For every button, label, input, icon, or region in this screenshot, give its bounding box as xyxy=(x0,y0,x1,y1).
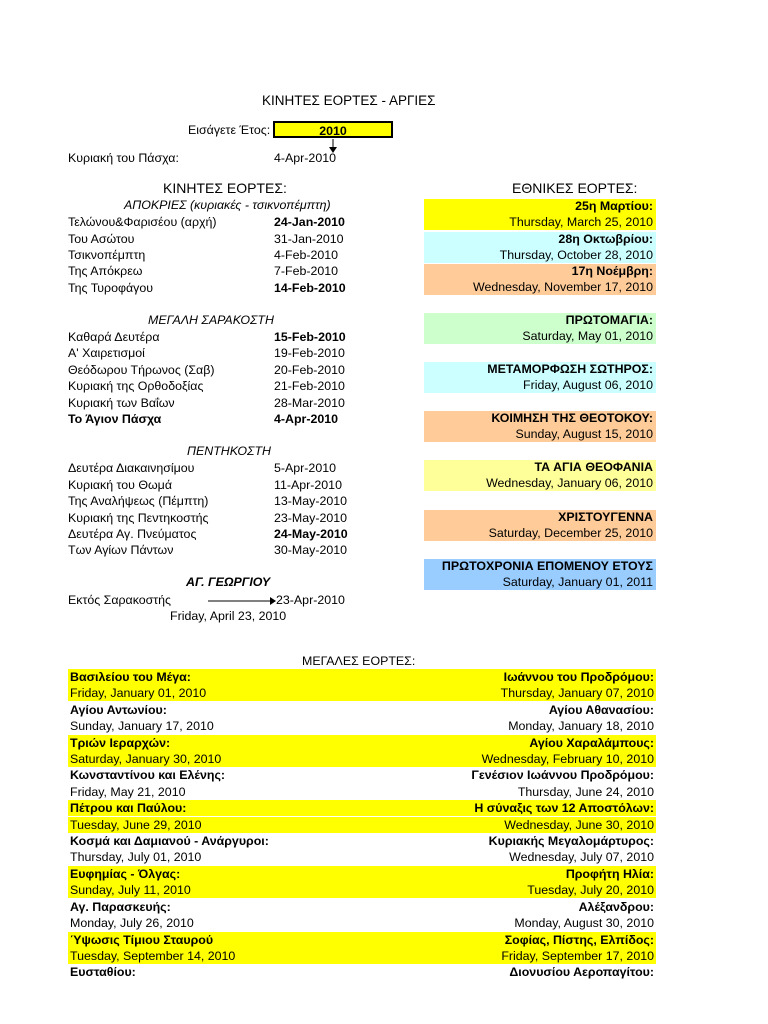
pentecost-header: ΠΕΝΤΗΚΟΣΤΗ xyxy=(187,444,271,458)
great-feasts-header: ΜΕΓΑΛΕΣ ΕΟΡΤΕΣ: xyxy=(302,654,416,668)
george-header: ΑΓ. ΓΕΩΡΓΙΟΥ xyxy=(186,575,271,589)
easter-label: Κυριακή του Πάσχα: xyxy=(68,151,179,165)
table-row: Sunday, January 17, 2010 Monday, January 18, 2010 xyxy=(70,719,654,733)
table-row: Αγίου Αντωνίου: Αγίου Αθανασίου: xyxy=(70,703,654,717)
holiday: ΧΡΙΣΤΟΥΓΕΝΝΑ Saturday, December 25, 2010 xyxy=(424,510,656,541)
easter-date: 4-Apr-2010 xyxy=(274,151,336,165)
george-date: 23-Apr-2010 xyxy=(276,593,345,607)
table-row: Τριών Ιεραρχών: Αγίου Χαραλάμπους: xyxy=(70,736,654,750)
list-item: Κυριακή του Θωμά 11-Apr-2010 xyxy=(68,478,342,492)
table-row: Friday, May 21, 2010 Thursday, June 24, 2010 xyxy=(70,785,654,799)
list-item: Της Αναλήψεως (Πέμπτη) 13-May-2010 xyxy=(68,494,348,508)
holiday: ΚΟΙΜΗΣΗ ΤΗΣ ΘΕΟΤΟΚΟΥ: Sunday, August 15, 2010 xyxy=(424,411,656,442)
table-row: Κοσμά και Δαμιανού - Ανάργυροι: Κυριακής Μεγαλομάρτυρος: xyxy=(70,834,654,848)
table-row: Tuesday, June 29, 2010 Wednesday, June 30, 2010 xyxy=(70,818,654,832)
list-item: Της Απόκρεω 7-Feb-2010 xyxy=(68,264,339,278)
list-item: Κυριακή των Βαΐων 28-Mar-2010 xyxy=(68,396,345,410)
holiday: ΤΑ ΑΓΙΑ ΘΕΟΦΑΝΙΑ Wednesday, January 06, 2010 xyxy=(424,460,656,491)
list-item: Της Τυροφάγου 14-Feb-2010 xyxy=(68,281,346,295)
year-input-label: Εισάγετε Έτος: xyxy=(188,123,271,137)
george-long-date: Friday, April 23, 2010 xyxy=(170,609,287,623)
arrow-right-icon xyxy=(208,596,276,606)
holiday: ΜΕΤΑΜΟΡΦΩΣΗ ΣΩΤΗΡΟΣ: Friday, August 06, 2010 xyxy=(424,362,656,393)
list-item: Το Άγιον Πάσχα 4-Apr-2010 xyxy=(68,412,339,426)
table-row: Sunday, July 11, 2010 Tuesday, July 20, 2010 xyxy=(70,883,654,897)
lent-header: ΜΕΓΑΛΗ ΣΑΡΑΚΟΣΤΗ xyxy=(148,313,274,327)
national-header: ΕΘΝΙΚΕΣ ΕΟΡΤΕΣ: xyxy=(512,180,638,196)
table-row: Saturday, January 30, 2010 Wednesday, February 10, 2010 xyxy=(70,752,654,766)
list-item: Τελώνου&Φαρισέου (αρχή) 24-Jan-2010 xyxy=(68,215,345,229)
table-row: Ευσταθίου: Διονυσίου Αεροπαγίτου: xyxy=(70,965,654,979)
table-row: Βασιλείου του Μέγα: Ιωάννου του Προδρόμου: xyxy=(70,670,654,684)
list-item: Του Ασώτου 31-Jan-2010 xyxy=(68,232,344,246)
national-holiday: 25η Μαρτίου: Thursday, March 25, 2010 xyxy=(424,199,656,230)
national-holiday: 28η Οκτωβρίου: Thursday, October 28, 2010 xyxy=(424,232,656,263)
list-item: Θεόδωρου Τήρωνος (Σαβ) 20-Feb-2010 xyxy=(68,363,345,377)
holiday: ΠΡΩΤΟΜΑΓΙΑ: Saturday, May 01, 2010 xyxy=(424,313,656,344)
apokries-header: ΑΠΟΚΡΙΕΣ (κυριακές - τσικνοπέμπτη) xyxy=(124,198,331,212)
table-row: Κωνσταντίνου και Ελένης: Γενέσιον Ιωάννου Προδρόμου: xyxy=(70,768,654,782)
table-row: Thursday, July 01, 2010 Wednesday, July 07, 2010 xyxy=(70,850,654,864)
national-holiday: 17η Νοέμβρη: Wednesday, November 17, 2010 xyxy=(424,264,656,295)
list-item: Κυριακή της Ορθοδοξίας 21-Feb-2010 xyxy=(68,379,345,393)
list-item: Δευτέρα Αγ. Πνεύματος 24-May-2010 xyxy=(68,527,348,541)
list-item: Κυριακή της Πεντηκοστής 23-May-2010 xyxy=(68,511,348,525)
list-item: Τσικνοπέμπτη 4-Feb-2010 xyxy=(68,248,339,262)
table-row: Ευφημίας - Όλγας: Προφήτη Ηλία: xyxy=(70,867,654,881)
table-row: Ύψωσις Τίμιου Σταυρού Σοφίας, Πίστης, Ελπίδος: xyxy=(70,933,654,947)
table-row: Tuesday, September 14, 2010 Friday, September 17, 2010 xyxy=(70,949,654,963)
page-title: ΚΙΝΗΤΕΣ ΕΟΡΤΕΣ - ΑΡΓΙΕΣ xyxy=(262,93,436,108)
table-row: Monday, July 26, 2010 Monday, August 30, 2010 xyxy=(70,916,654,930)
list-item: Δευτέρα Διακαινησίμου 5-Apr-2010 xyxy=(68,461,336,475)
table-row: Πέτρου και Παύλου: Η σύναξις των 12 Αποστόλων: xyxy=(70,801,654,815)
george-label: Εκτός Σαρακοστής xyxy=(68,593,172,607)
year-input[interactable]: 2010 xyxy=(273,121,393,138)
holiday: ΠΡΩΤΟΧΡΟΝΙΑ ΕΠΟΜΕΝΟΥ ΕΤΟΥΣ Saturday, January 01, 2011 xyxy=(424,559,656,590)
list-item: Α' Χαιρετισμοί 19-Feb-2010 xyxy=(68,346,345,360)
list-item: Των Αγίων Πάντων 30-May-2010 xyxy=(68,543,348,557)
list-item: Καθαρά Δευτέρα 15-Feb-2010 xyxy=(68,330,346,344)
table-row: Friday, January 01, 2010 Thursday, January 07, 2010 xyxy=(70,686,654,700)
table-row: Αγ. Παρασκευής: Αλέξανδρου: xyxy=(70,900,654,914)
movable-header: ΚΙΝΗΤΕΣ ΕΟΡΤΕΣ: xyxy=(163,180,287,196)
